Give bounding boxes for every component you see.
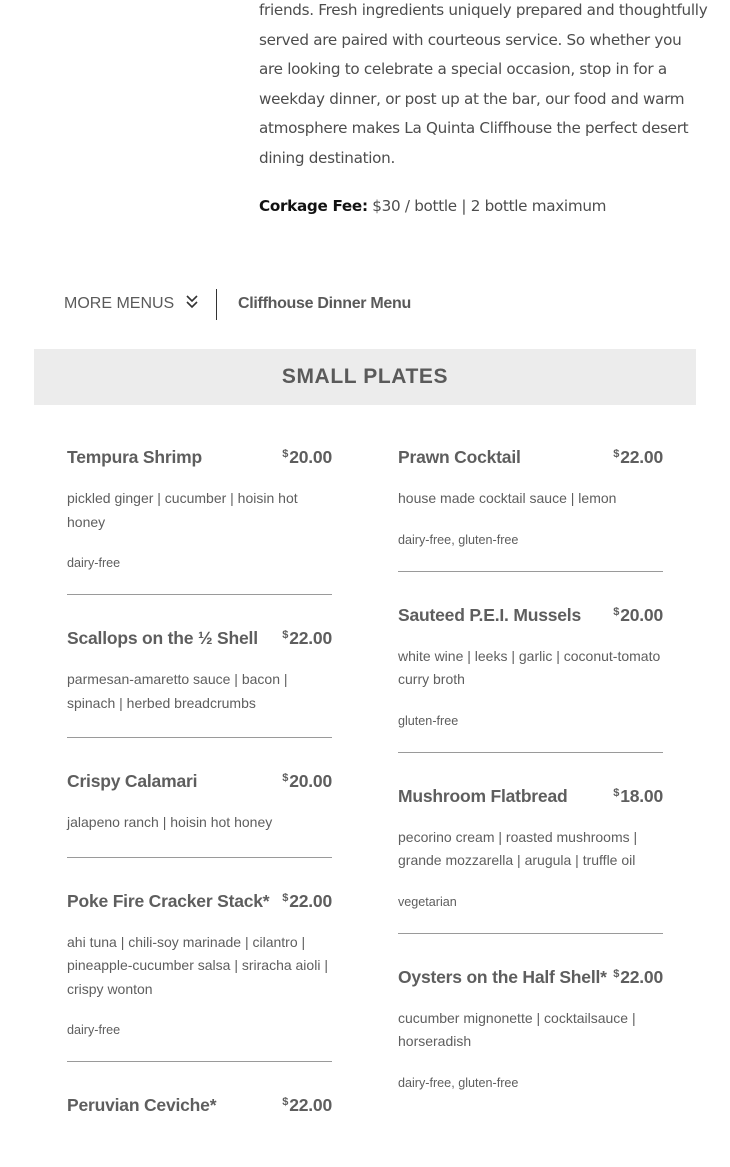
price-amount: 22.00 <box>289 890 332 911</box>
menu-item-header <box>67 884 332 915</box>
menu-item-name: Prawn Cocktail <box>398 447 521 467</box>
menu-item-description: ahi tuna | chili-soy marinade | cilantro | pineapple-cucumber salsa | sriracha aioli | crispy wonton <box>67 933 328 997</box>
menu-item-dietary-tags: vegetarian <box>398 894 457 909</box>
menu-item-description: pickled ginger | cucumber | hoisin hot honey <box>67 490 298 530</box>
menu-column-left <box>67 440 332 1167</box>
menu-item-price <box>613 440 663 471</box>
currency-symbol: $ <box>282 891 289 904</box>
price-amount: 22.00 <box>620 966 663 987</box>
menu-item-header <box>67 621 332 652</box>
more-menus-dropdown[interactable] <box>64 294 199 315</box>
currency-symbol: $ <box>613 967 620 980</box>
nav-divider <box>216 289 217 320</box>
menu-item <box>67 884 332 1063</box>
price-amount: 20.00 <box>289 447 332 467</box>
menu-item-description: white wine | leeks | garlic | coconut-tomato curry broth <box>398 647 661 687</box>
menu-item-header <box>398 960 663 991</box>
menu-item <box>398 440 663 572</box>
menu-item-price <box>613 598 663 629</box>
price-amount: 22.00 <box>620 447 663 467</box>
description-text: friends. Fresh ingredients uniquely prepared and thoughtfully served are paired with courteous service. So whether you are looking to celebrate a special occasion, stop in for a weekday dinner, or post up at the bar, our food and warm atmosphere makes La Quinta Cliffhouse the perfect desert dining destination. <box>259 1 708 167</box>
menu-item <box>67 764 332 858</box>
menu-item-price <box>282 440 332 471</box>
menu-item <box>398 779 663 934</box>
corkage-fee <box>259 192 606 220</box>
section-header <box>34 349 696 405</box>
menu-item-price <box>282 1088 332 1119</box>
menu-item-name: Sauteed P.E.I. Mussels <box>398 604 581 625</box>
menu-item-price <box>613 779 663 810</box>
menu-item-price <box>282 764 332 795</box>
menu-item-header <box>398 440 663 471</box>
restaurant-description <box>259 0 709 174</box>
currency-symbol: $ <box>613 605 620 618</box>
menu-item-description: cucumber mignonette | cocktailsauce | horseradish <box>398 1009 636 1049</box>
menu-item-dietary-tags: gluten-free <box>398 713 459 728</box>
menu-item-name: Oysters on the Half Shell* <box>398 966 607 987</box>
menu-item-description: jalapeno ranch | hoisin hot honey <box>67 814 273 830</box>
double-chevron-down-icon <box>185 294 199 315</box>
menu-item-header <box>398 779 663 810</box>
menu-item-name: Scallops on the ½ Shell <box>67 628 258 648</box>
currency-symbol: $ <box>613 448 620 460</box>
menu-item-name: Poke Fire Cracker Stack* <box>67 890 270 911</box>
menu-item <box>398 960 663 1114</box>
menu-item-header <box>67 440 332 471</box>
menu-item-price <box>282 884 332 915</box>
menu-navigation <box>64 286 464 322</box>
price-amount: 20.00 <box>289 771 332 791</box>
currency-symbol: $ <box>282 448 289 460</box>
menu-item-price <box>613 960 663 991</box>
menu-column-right <box>398 440 663 1140</box>
currency-symbol: $ <box>282 1096 289 1108</box>
menu-item-dietary-tags: dairy-free <box>67 556 121 570</box>
corkage-value: $30 / bottle | 2 bottle maximum <box>372 197 607 215</box>
menu-item-name: Mushroom Flatbread <box>398 785 568 806</box>
menu-item-header <box>67 1088 332 1119</box>
corkage-label: Corkage Fee: <box>259 197 368 215</box>
price-amount: 18.00 <box>620 785 663 806</box>
menu-item <box>67 621 332 738</box>
menu-item-dietary-tags: dairy-free <box>67 1023 121 1037</box>
menu-item <box>67 440 332 595</box>
price-amount: 22.00 <box>289 628 332 648</box>
price-amount: 20.00 <box>620 604 663 625</box>
menu-item-dietary-tags: dairy-free, gluten-free <box>398 1075 519 1090</box>
menu-item-header <box>67 764 332 795</box>
section-title: SMALL PLATES <box>281 365 449 388</box>
price-amount: 22.00 <box>289 1095 332 1115</box>
menu-item-header <box>398 598 663 629</box>
currency-symbol: $ <box>282 772 289 784</box>
menu-item-name: Crispy Calamari <box>67 771 198 791</box>
menu-item-price <box>282 621 332 652</box>
menu-item-description: house made cocktail sauce | lemon <box>398 490 617 506</box>
menu-item <box>398 598 663 753</box>
menu-item <box>67 1088 332 1141</box>
current-menu-title: Cliffhouse Dinner Menu <box>238 295 411 312</box>
menu-item-description: parmesan-amaretto sauce | bacon | spinach | herbed breadcrumbs <box>67 671 288 711</box>
currency-symbol: $ <box>613 786 620 799</box>
menu-item-name: Peruvian Ceviche* <box>67 1095 217 1115</box>
menu-item-name: Tempura Shrimp <box>67 447 202 467</box>
menu-item-description: pecorino cream | roasted mushrooms | grande mozzarella | arugula | truffle oil <box>398 828 638 868</box>
menu-item-dietary-tags: dairy-free, gluten-free <box>398 532 519 547</box>
more-menus-label: MORE MENUS <box>64 295 175 312</box>
currency-symbol: $ <box>282 629 289 641</box>
